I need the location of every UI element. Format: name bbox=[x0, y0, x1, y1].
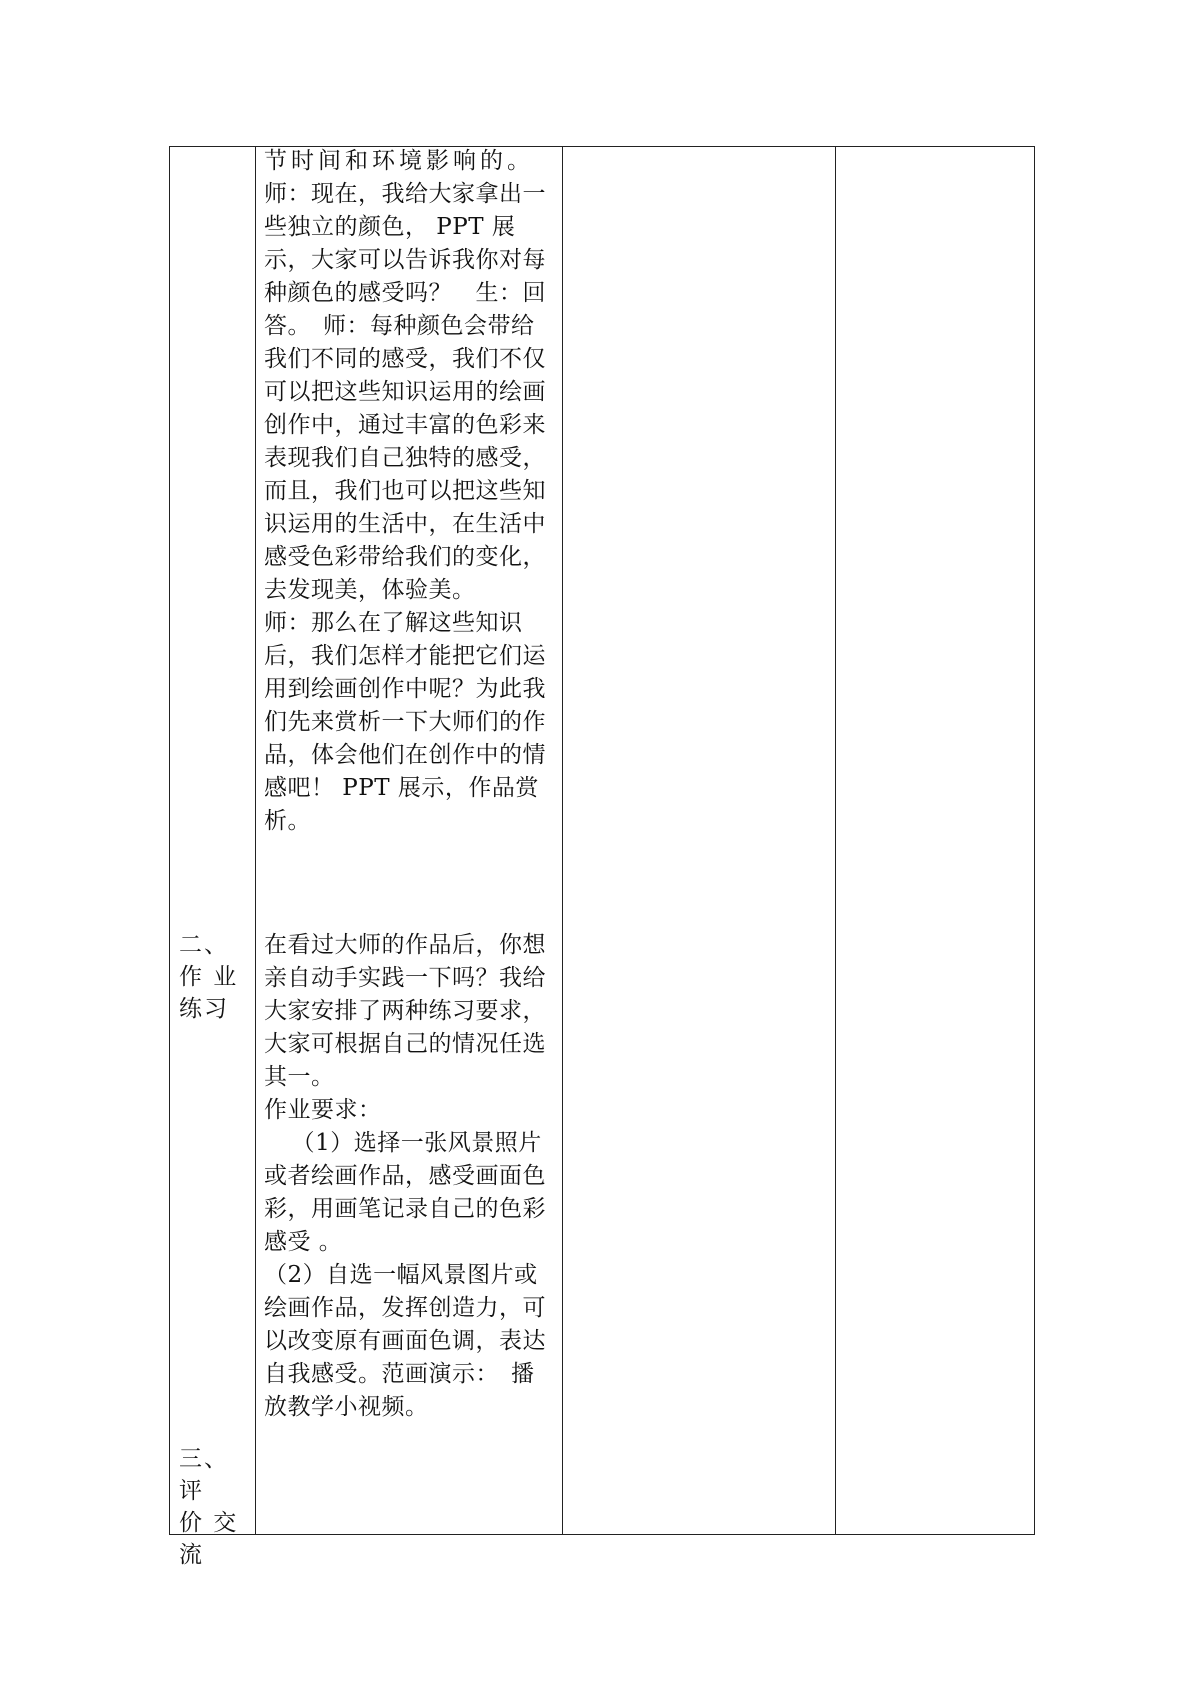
teaching-content-cell bbox=[256, 147, 563, 1535]
stage-label-homework: 二、 作 业 练习 bbox=[179, 932, 239, 1022]
content-block-appreciation bbox=[264, 145, 552, 838]
lesson-plan-table bbox=[169, 146, 1035, 1568]
content-block-homework bbox=[264, 929, 552, 1424]
content-paragraph: 师：那么在了解这些知识后，我们怎样才能把它们运用到绘画创作中呢？为此我们先来赏析一下大师们的作品，体会他们在创作中的情感吧！ PPT 展示，作品赏析。 bbox=[264, 610, 546, 834]
content-paragraph: 师：现在，我给大家拿出一些独立的颜色， PPT 展示，大家可以告诉我你对每种颜色的感受吗？ 生：回答。 师：每种颜色会带给我们不同的感受，我们不仅可以把这些知识运用的绘画创作中，通过丰富的色彩来表现我们自己独特的感受，而且，我们也可以把这些知识运用的生活中，在生活中感受色彩带给我们的变化，去发现美，体验美。 bbox=[264, 181, 546, 603]
content-paragraph: （1）选择一张风景照片或者绘画作品，感受画面色彩，用画笔记录自己的色彩感受 。 bbox=[264, 1130, 546, 1255]
stage-column-cell bbox=[170, 147, 256, 1568]
design-intent-cell bbox=[836, 147, 1035, 1535]
stage-label-evaluation: 三、评 价 交 流 bbox=[179, 1446, 239, 1568]
content-paragraph: 作业要求： bbox=[264, 1097, 382, 1123]
table-row bbox=[170, 147, 1035, 1535]
content-paragraph: 节时间和环境影响的。 bbox=[264, 148, 534, 174]
student-activity-cell bbox=[563, 147, 836, 1535]
content-paragraph: 在看过大师的作品后，你想亲自动手实践一下吗？我给大家安排了两种练习要求，大家可根据自己的情况任选其一。 bbox=[264, 932, 546, 1090]
student-activity-text bbox=[563, 147, 835, 1534]
design-intent-text bbox=[836, 147, 1034, 1534]
content-paragraph: （2）自选一幅风景图片或绘画作品，发挥创造力，可以改变原有画面色调，表达自我感受。范画演示： 播放教学小视频。 bbox=[264, 1262, 546, 1420]
